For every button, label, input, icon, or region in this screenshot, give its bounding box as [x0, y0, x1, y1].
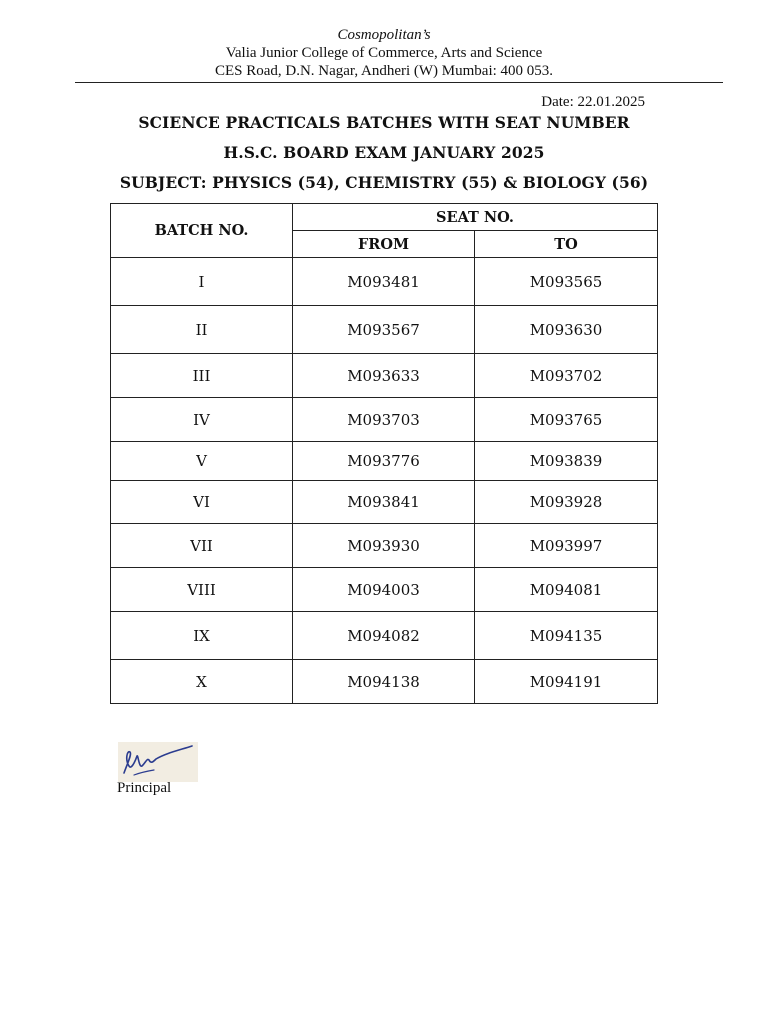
batch-no-header: BATCH NO. [111, 204, 293, 258]
seat-to-cell: M094191 [475, 660, 658, 704]
batch-table [110, 203, 658, 704]
batch-cell: II [111, 306, 293, 354]
batch-cell: I [111, 258, 293, 306]
seat-to-cell: M093928 [475, 481, 658, 524]
table-row [111, 481, 658, 524]
seat-to-cell: M093630 [475, 306, 658, 354]
seat-from-cell: M093841 [293, 481, 475, 524]
batch-cell: IX [111, 612, 293, 660]
table-row [111, 568, 658, 612]
batch-cell: VII [111, 524, 293, 568]
seat-from-cell: M093930 [293, 524, 475, 568]
batch-cell: VIII [111, 568, 293, 612]
subject-heading: SUBJECT: PHYSICS (54), CHEMISTRY (55) & BIOLOGY (56) [119, 173, 649, 192]
letterhead-divider [75, 82, 723, 83]
batch-cell: III [111, 354, 293, 398]
table-row [111, 612, 658, 660]
seat-from-cell: M094138 [293, 660, 475, 704]
seat-to-cell: M093839 [475, 442, 658, 481]
organization-name: Cosmopolitan’s [337, 27, 431, 43]
table-row [111, 258, 658, 306]
seat-to-cell: M093997 [475, 524, 658, 568]
to-header: TO [475, 231, 658, 258]
document-title: SCIENCE PRACTICALS BATCHES WITH SEAT NUMBER [138, 113, 630, 132]
college-address: CES Road, D.N. Nagar, Andheri (W) Mumbai: 400 053. [214, 63, 554, 79]
table-row [111, 442, 658, 481]
document-date: Date: 22.01.2025 [541, 94, 645, 110]
seat-from-cell: M093567 [293, 306, 475, 354]
college-name: Valia Junior College of Commerce, Arts and Science [225, 45, 543, 61]
table-row [111, 524, 658, 568]
seat-to-cell: M093702 [475, 354, 658, 398]
seat-no-header: SEAT NO. [293, 204, 658, 231]
batch-cell: V [111, 442, 293, 481]
seat-from-cell: M094003 [293, 568, 475, 612]
seat-from-cell: M093633 [293, 354, 475, 398]
seat-from-cell: M093481 [293, 258, 475, 306]
table-row [111, 398, 658, 442]
seat-from-cell: M093776 [293, 442, 475, 481]
table-row [111, 306, 658, 354]
batch-cell: X [111, 660, 293, 704]
exam-heading: H.S.C. BOARD EXAM JANUARY 2025 [223, 143, 545, 162]
seat-to-cell: M093565 [475, 258, 658, 306]
from-header: FROM [293, 231, 475, 258]
seat-to-cell: M093765 [475, 398, 658, 442]
letterhead [0, 26, 768, 80]
seat-to-cell: M094081 [475, 568, 658, 612]
seat-from-cell: M093703 [293, 398, 475, 442]
table-row [111, 660, 658, 704]
table-row [111, 354, 658, 398]
principal-signature [118, 742, 198, 782]
batch-cell: VI [111, 481, 293, 524]
principal-label: Principal [117, 780, 172, 796]
batch-cell: IV [111, 398, 293, 442]
seat-to-cell: M094135 [475, 612, 658, 660]
seat-from-cell: M094082 [293, 612, 475, 660]
